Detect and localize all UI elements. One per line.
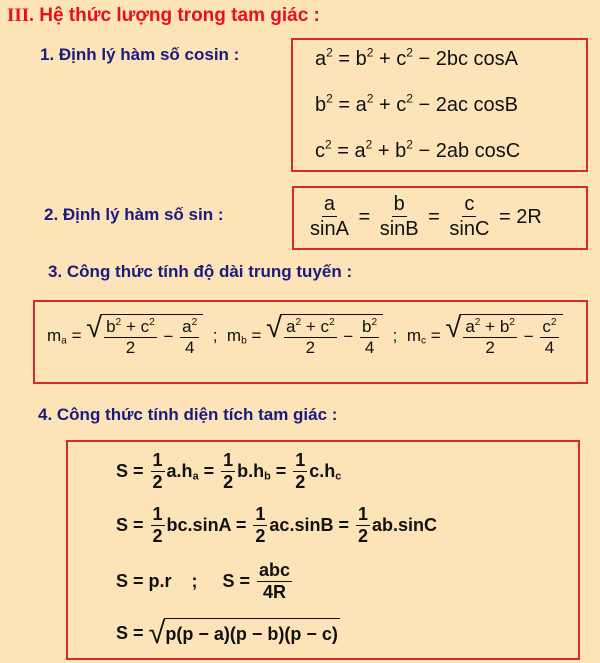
- superscript: 2: [474, 316, 481, 328]
- math-text: =: [198, 461, 220, 482]
- fraction: [308, 193, 351, 241]
- formula: [116, 450, 341, 493]
- math-symbol: $b^2$: [106, 316, 122, 336]
- subscript: a: [61, 335, 67, 347]
- math-text: +: [372, 140, 396, 162]
- math-text: =: [332, 48, 356, 70]
- denominator: [183, 338, 196, 358]
- math-text: −: [518, 327, 539, 347]
- radicand: [101, 314, 203, 358]
- math-symbol: $b^2$: [355, 45, 374, 70]
- denominator: [124, 338, 137, 358]
- fraction: [540, 317, 558, 358]
- superscript: 2: [329, 316, 335, 328]
- denominator: [293, 472, 307, 494]
- math-text: 1: [255, 504, 266, 524]
- denominator: [151, 472, 165, 494]
- denominator: [151, 526, 165, 548]
- heading-median-length: 3. Công thức tính độ dài trung tuyến :: [48, 262, 353, 281]
- math-text: =: [426, 325, 446, 345]
- section-title: [7, 5, 320, 27]
- superscript: 2: [366, 91, 374, 106]
- math-text: a: [323, 193, 336, 215]
- subscript: c: [420, 335, 427, 347]
- math-symbol: $a^2$: [355, 91, 374, 116]
- superscript: 2: [406, 45, 413, 60]
- formula: [116, 618, 340, 649]
- math-symbol: $b^2$: [315, 91, 333, 116]
- math-text: S =: [116, 515, 149, 536]
- math-text: 4: [184, 337, 195, 357]
- math-symbol: $m_a$: [47, 325, 67, 347]
- radical-sign-icon: √: [445, 312, 462, 344]
- cosine-law-box: [291, 38, 588, 172]
- denominator: [363, 338, 376, 358]
- denominator: [543, 338, 556, 358]
- denominator: [221, 472, 235, 494]
- radicand: [164, 618, 340, 649]
- math-symbol: $m_c$: [406, 325, 427, 347]
- math-symbol: $c^2$: [542, 316, 557, 336]
- denominator: [304, 338, 317, 358]
- numerator: [293, 450, 307, 472]
- denominator: [483, 338, 496, 358]
- fraction: [447, 193, 491, 241]
- formula: [116, 504, 437, 547]
- square-root: [86, 314, 203, 358]
- math-text: = 2R: [493, 205, 542, 228]
- fraction: [180, 317, 199, 358]
- math-text: 1: [295, 450, 306, 470]
- roman-numeral: III.: [7, 5, 34, 26]
- formula: [116, 560, 294, 603]
- numerator: [463, 317, 517, 338]
- math-text: =: [422, 205, 446, 228]
- math-text: 2: [295, 471, 306, 492]
- math-text: ;: [383, 325, 407, 345]
- formula: [306, 193, 542, 241]
- fraction: [151, 504, 165, 547]
- math-text: −: [338, 327, 359, 347]
- formula: [315, 91, 518, 117]
- radical-sign-icon: √: [266, 312, 282, 344]
- math-text: ac.sinB =: [269, 515, 354, 536]
- fraction: [360, 317, 379, 358]
- superscript: 2: [326, 45, 333, 60]
- math-text: 4: [544, 337, 555, 357]
- math-symbol: $c^2$: [140, 316, 155, 336]
- superscript: 2: [366, 45, 374, 60]
- subscript: b: [241, 335, 247, 347]
- fraction: [257, 560, 292, 603]
- math-text: 2: [255, 525, 266, 546]
- formula: [315, 45, 518, 71]
- math-symbol: $a^2$: [354, 137, 373, 162]
- fraction: [253, 504, 267, 547]
- superscript: 2: [191, 316, 198, 328]
- numerator: [284, 317, 337, 338]
- numerator: [540, 317, 558, 338]
- denominator: [308, 217, 351, 241]
- superscript: 2: [326, 91, 333, 106]
- math-text: ;: [203, 325, 227, 345]
- superscript: 2: [406, 137, 413, 152]
- math-text: b: [393, 193, 405, 215]
- math-text: ab.sinC: [371, 515, 437, 536]
- superscript: 2: [406, 91, 413, 106]
- math-text: − 2ab cosC: [412, 140, 521, 162]
- math-text: 2: [125, 337, 136, 357]
- math-text: =: [332, 94, 356, 116]
- math-text: sinC: [449, 218, 490, 240]
- math-text: =: [352, 205, 376, 228]
- math-text: − 2bc cosA: [412, 48, 518, 70]
- numerator: [104, 317, 157, 338]
- math-text: S =: [116, 622, 149, 643]
- math-symbol: $b^2$: [362, 316, 378, 336]
- fraction: [221, 450, 235, 493]
- fraction: [284, 317, 337, 358]
- title-text: Hệ thức lượng trong tam giác :: [33, 5, 320, 26]
- numerator: [462, 193, 476, 217]
- math-text: =: [270, 461, 292, 482]
- math-symbol: $a.h_a$: [166, 461, 199, 483]
- numerator: [151, 504, 165, 526]
- math-symbol: $a^2$: [315, 45, 333, 70]
- square-root: [445, 314, 562, 358]
- heading-cosine-law: 1. Định lý hàm số cosin :: [40, 45, 240, 64]
- math-symbol: $a^2$: [182, 316, 198, 336]
- math-text: 4: [364, 337, 375, 357]
- math-text: =: [66, 325, 87, 345]
- radical-sign-icon: √: [148, 616, 166, 650]
- formula: [47, 314, 563, 358]
- math-symbol: $c^2$: [320, 316, 335, 336]
- median-length-box: [33, 300, 588, 384]
- formula: [315, 137, 521, 163]
- numerator: [151, 450, 165, 472]
- denominator: [356, 526, 370, 548]
- math-text: =: [331, 140, 355, 162]
- heading-sine-law: 2. Định lý hàm số sin :: [44, 205, 224, 224]
- math-text: +: [121, 317, 141, 336]
- superscript: 2: [325, 137, 332, 152]
- math-text: 1: [152, 504, 163, 524]
- triangle-area-box: [66, 440, 580, 660]
- math-text: 2: [152, 471, 163, 492]
- math-text: 1: [357, 504, 368, 524]
- superscript: 2: [371, 316, 378, 328]
- math-text: −: [158, 327, 179, 347]
- fraction: [356, 504, 370, 547]
- math-text: +: [301, 317, 321, 336]
- superscript: 2: [149, 316, 155, 328]
- denominator: [261, 582, 288, 604]
- math-text: +: [373, 94, 397, 116]
- subscript: a: [192, 470, 199, 483]
- superscript: 2: [115, 316, 122, 328]
- math-symbol: $a^2$: [285, 316, 302, 336]
- math-text: 1: [223, 450, 234, 470]
- square-root: [266, 314, 383, 358]
- superscript: 2: [509, 316, 515, 328]
- fraction: [293, 450, 307, 493]
- math-symbol: $b^2$: [499, 316, 515, 336]
- math-text: 2: [305, 337, 316, 357]
- math-text: S =: [116, 461, 149, 482]
- superscript: 2: [365, 137, 373, 152]
- math-text: bc.sinA =: [166, 515, 252, 536]
- math-symbol: $b^2$: [395, 137, 413, 162]
- denominator: [378, 217, 421, 241]
- fraction: [378, 193, 421, 241]
- denominator: [447, 217, 491, 241]
- math-symbol: $c^2$: [396, 91, 413, 116]
- superscript: 2: [550, 316, 557, 328]
- subscript: b: [264, 470, 271, 483]
- square-root: [149, 618, 340, 649]
- math-text: − 2ac cosB: [412, 94, 518, 116]
- math-text: c: [464, 193, 475, 215]
- fraction: [104, 317, 157, 358]
- math-symbol: $b.h_b$: [237, 461, 271, 483]
- radicand: [281, 314, 383, 358]
- math-symbol: $c^2$: [315, 137, 332, 162]
- math-symbol: $a^2$: [465, 316, 481, 336]
- math-text: +: [373, 48, 397, 70]
- radicand: [460, 314, 562, 358]
- math-text: p(p − a)(p − b)(p − c): [165, 624, 338, 645]
- numerator: [360, 317, 379, 338]
- math-text: 4R: [263, 581, 287, 602]
- math-text: abc: [259, 560, 291, 580]
- numerator: [221, 450, 235, 472]
- math-text: =: [246, 325, 267, 345]
- subscript: c: [335, 470, 342, 483]
- numerator: [180, 317, 199, 338]
- math-text: 2: [485, 337, 495, 357]
- heading-triangle-area: 4. Công thức tính diện tích tam giác :: [38, 405, 338, 424]
- math-text: sinB: [379, 218, 419, 240]
- math-symbol: $c.h_c$: [309, 461, 342, 483]
- superscript: 2: [295, 316, 302, 328]
- math-text: 1: [152, 450, 163, 470]
- sine-law-box: [292, 186, 588, 250]
- math-text: 2: [357, 525, 368, 546]
- numerator: [322, 193, 337, 217]
- math-text: 2: [223, 471, 234, 492]
- math-text: 2: [152, 525, 163, 546]
- numerator: [257, 560, 292, 582]
- fraction: [151, 450, 165, 493]
- math-symbol: $m_b$: [226, 325, 247, 347]
- numerator: [356, 504, 370, 526]
- math-text: +: [480, 317, 500, 336]
- fraction: [463, 317, 517, 358]
- math-text: S = p.r ; S =: [116, 571, 256, 592]
- denominator: [253, 526, 267, 548]
- numerator: [392, 193, 407, 217]
- math-symbol: $c^2$: [396, 45, 413, 70]
- radical-sign-icon: √: [86, 312, 103, 344]
- math-text: sinA: [310, 218, 349, 240]
- numerator: [253, 504, 267, 526]
